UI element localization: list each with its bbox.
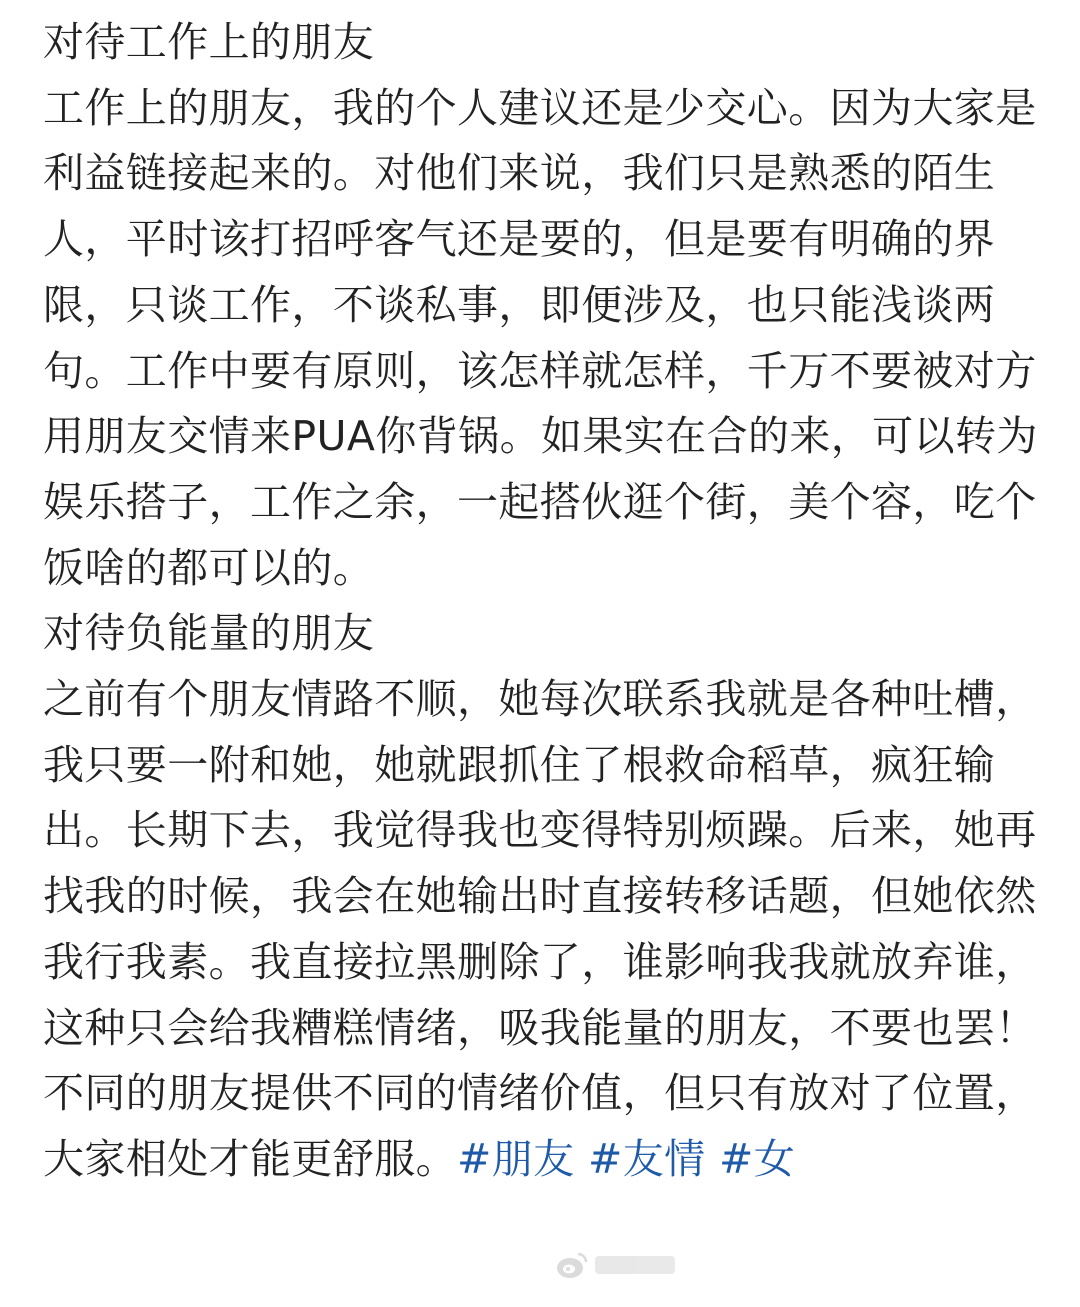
paragraph-negative-friends: 之前有个朋友情路不顺，她每次联系我就是各种吐槽，我只要一附和她，她就跟抓住了根救命稻草，疯狂输出。长期下去，我觉得我也变得特别烦躁。后来，她再找我的时候，我会在她输出时直接转移话题，但她依然我行我素。我直接拉黑删除了，谁影响我我就放弃谁，这种只会给我糟糕情绪，吸我能量的朋友，不要也罢！ [43, 675, 1037, 1052]
closing-text: 不同的朋友提供不同的情绪价值，但只有放对了位置，大家相处才能更舒服。 [43, 1069, 1037, 1183]
watermark [555, 1243, 675, 1287]
post-content [43, 10, 1043, 1193]
paragraph-work-friends: 工作上的朋友，我的个人建议还是少交心。因为大家是利益链接起来的。对他们来说，我们只是熟悉的陌生人，平时该打招呼客气还是要的，但是要有明确的界限，只谈工作，不谈私事，即便涉及，也只能浅谈两句。工作中要有原则，该怎样就怎样，千万不要被对方用朋友交情来PUA你背锅。如果实在合的来，可以转为娱乐搭子，工作之余，一起搭伙逛个街，美个容，吃个饭啥的都可以的。 [43, 83, 1038, 592]
hashtag-links[interactable]: #朋友 #友情 #女 [457, 1134, 796, 1183]
weibo-logo-icon [555, 1248, 589, 1282]
section-heading-work-friends: 对待工作上的朋友 [43, 18, 375, 66]
watermark-bar [595, 1256, 675, 1274]
section-heading-negative-friends: 对待负能量的朋友 [43, 609, 375, 658]
paragraph-closing [43, 1061, 1043, 1192]
